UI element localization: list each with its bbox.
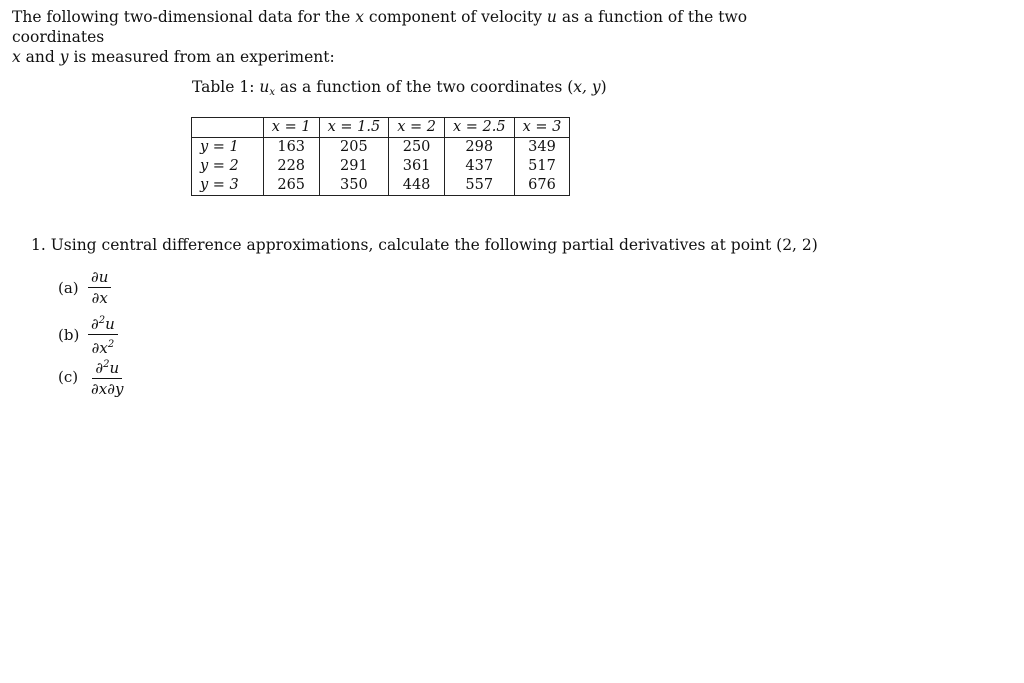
- intro-var-x: x: [12, 48, 21, 66]
- caption-close: ): [600, 78, 607, 96]
- variable-u: u: [109, 359, 120, 377]
- intro-text: and: [20, 48, 60, 66]
- question-1: 1. Using central difference approximations, calculate the following partial derivatives at point (2, 2): [31, 236, 818, 254]
- table-cell: 205: [319, 138, 389, 158]
- intro-text: The following two-dimensional data for the: [12, 8, 356, 26]
- partial-x: ∂x: [91, 339, 108, 357]
- part-c: [58, 356, 126, 398]
- fraction-denominator: ∂x∂y: [91, 380, 124, 398]
- partial-symbol: ∂: [91, 315, 99, 333]
- fraction-denominator: [89, 335, 118, 357]
- fraction-denominator: ∂x: [91, 289, 108, 307]
- table-cell: 448: [389, 176, 445, 196]
- table-cell: 163: [263, 138, 319, 158]
- caption-vars: x, y: [573, 78, 601, 96]
- exponent: 2: [107, 339, 115, 350]
- table-cell: 265: [263, 176, 319, 196]
- caption-text: as a function of the two coordinates (: [275, 78, 574, 96]
- part-label: (c): [58, 368, 79, 386]
- table-cell: 298: [444, 138, 514, 158]
- intro-var-y: y: [59, 48, 69, 66]
- part-label: (b): [58, 325, 80, 344]
- intro-text: is measured from an experiment:: [68, 48, 335, 66]
- caption-sub: x: [269, 87, 275, 98]
- table-header-cell: x = 1.5: [319, 118, 389, 138]
- data-table: [191, 117, 570, 196]
- fraction-du-dx: [88, 268, 111, 307]
- fraction-numerator: [92, 356, 122, 379]
- table-corner-cell: [192, 118, 264, 138]
- table-row-label: y = 2: [192, 157, 264, 176]
- table-header-cell: x = 3: [514, 118, 570, 138]
- exponent: 2: [103, 359, 110, 370]
- fraction-numerator: [88, 312, 118, 335]
- table-cell: 291: [319, 157, 389, 176]
- table-row: [192, 138, 570, 158]
- variable-u: u: [105, 315, 115, 333]
- intro-text: component of velocity: [363, 8, 547, 26]
- part-label: (a): [58, 278, 79, 297]
- table-row: [192, 157, 570, 176]
- table-row-label: y = 1: [192, 138, 264, 158]
- table-cell: 349: [514, 138, 570, 158]
- table-cell: 557: [444, 176, 514, 196]
- table-header-cell: x = 2: [389, 118, 445, 138]
- exponent: 2: [98, 315, 106, 326]
- table-row-label: y = 3: [192, 176, 264, 196]
- table-header-cell: x = 1: [263, 118, 319, 138]
- table-cell: 361: [389, 157, 445, 176]
- intro-var-x: x: [355, 8, 364, 26]
- caption-u: u: [259, 78, 270, 96]
- table-header-row: [192, 118, 570, 138]
- intro-paragraph: [12, 7, 832, 67]
- table-cell: 350: [319, 176, 389, 196]
- intro-var-u: u: [546, 8, 557, 26]
- table-caption: [192, 77, 607, 103]
- table-cell: 250: [389, 138, 445, 158]
- part-b: [58, 312, 118, 357]
- partial-symbol: ∂: [95, 359, 104, 377]
- table-header-cell: x = 2.5: [444, 118, 514, 138]
- table-row: [192, 176, 570, 196]
- fraction-numerator: ∂u: [88, 268, 111, 288]
- fraction-d2u-dx2: [88, 312, 118, 357]
- table-cell: 517: [514, 157, 570, 176]
- part-a: [58, 268, 111, 307]
- table-cell: 437: [444, 157, 514, 176]
- caption-prefix: Table 1:: [192, 78, 260, 96]
- table-cell: 676: [514, 176, 570, 196]
- fraction-d2u-dxdy: [88, 356, 126, 398]
- table-cell: 228: [263, 157, 319, 176]
- intro-text: as a function of the two coordinates: [12, 8, 748, 46]
